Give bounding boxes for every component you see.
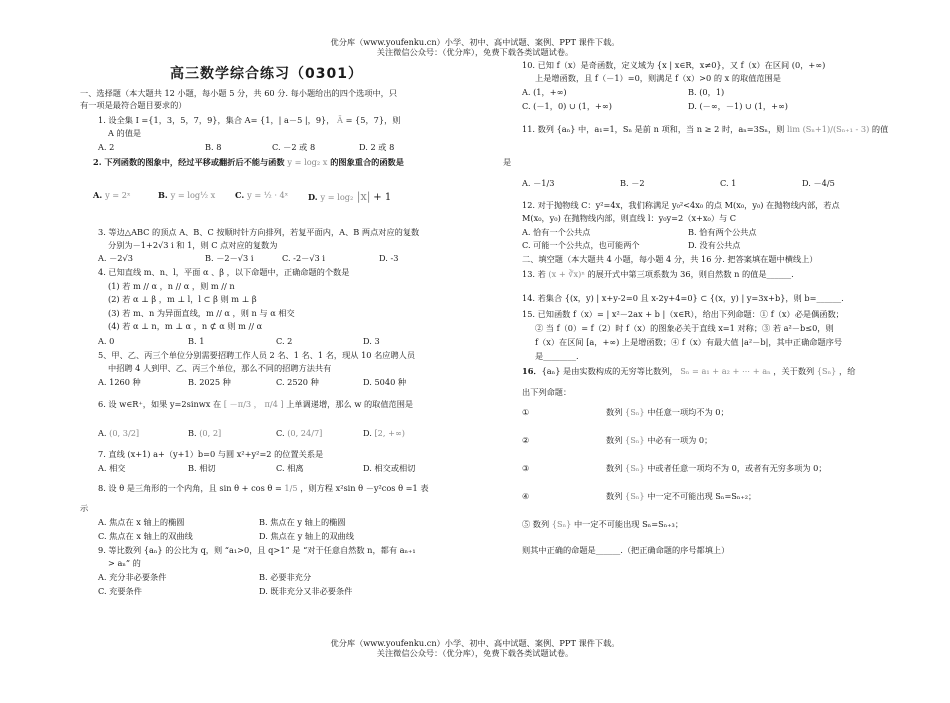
q15-stem-2: ② 当 f（0）= f（2）时 f（x）的图象必关于直线 x=1 对称；③ 若 a²－b≤0，则 — [535, 323, 834, 333]
q12-option-a: A. 恰有一个公共点 — [522, 227, 591, 237]
q16-claim-4: 数列 {Sₙ} 中一定不可能出现 Sₙ=Sₙ₊₂； — [606, 491, 757, 501]
q10-stem-cont: 上是增函数，且 f（－1）=0，则满足 f（x）>0 的 x 的取值范围是 — [535, 73, 781, 83]
q12-stem-cont: M(x₀，y₀) 在抛物线内部，则直线 l：y₀y=2（x+x₀）与 C — [522, 213, 737, 223]
q2-option-b: B. y = log½ x — [158, 190, 216, 200]
q16-claim-3-num: ③ — [522, 463, 530, 473]
q11-option-c: C. 1 — [720, 178, 737, 188]
q9-option-b: B. 必要非充分 — [259, 572, 312, 582]
q3-option-a: A. －2√3 — [98, 253, 133, 263]
q9-option-d: D. 既非充分又非必要条件 — [259, 586, 353, 596]
q15-stem-3: f（x）在区间 [a，+∞) 上是增函数；④ f（x）有最大值 |a²－b|，其中正确命题序号 — [535, 337, 843, 347]
q9-option-c: C. 充要条件 — [98, 586, 142, 596]
q7-option-d: D. 相交或相切 — [363, 463, 416, 473]
q8-option-c: C. 焦点在 x 轴上的双曲线 — [98, 531, 193, 541]
q16-claim-1: 数列 {Sₙ} 中任意一项均不为 0； — [606, 407, 729, 417]
q1-option-c: C. －2 或 8 — [272, 142, 316, 152]
q5-stem: 5、甲、乙、丙三个单位分别需要招聘工作人员 2 名、1 名、1 名，现从 10 名应聘人员 — [98, 350, 416, 360]
q4-proposition-2: (2) 若 α ⊥ β ，m ⊥ l，l ⊂ β 则 m ⊥ β — [108, 294, 257, 304]
q16-claim-3: 数列 {Sₙ} 中或者任意一项均不为 0，或者有无穷多项为 0； — [606, 463, 827, 473]
q9-stem: 9. 等比数列 {aₙ} 的公比为 q，则 “a₁>0，且 q>1” 是 “对于任意自然数 n，都有 aₙ₊₁ — [98, 545, 416, 555]
q2-option-c: C. y = ½ · 4ˣ — [235, 190, 289, 200]
q4-option-c: C. 2 — [276, 336, 293, 346]
q9-stem-cont: > aₙ” 的 — [108, 558, 141, 568]
q11-option-d: D. －4/5 — [802, 178, 835, 188]
q9-option-a: A. 充分非必要条件 — [98, 572, 167, 582]
q1-stem: 1. 设全集 I ={1，3，5，7，9}，集合 A= {1，| a－5 |，9}， Ā = {5，7}，则 — [98, 115, 401, 125]
q4-stem: 4. 已知直线 m、n、l，平面 α 、β ，以下命题中，正确命题的个数是 — [98, 267, 350, 277]
q4-option-b: B. 1 — [188, 336, 205, 346]
complement-a-symbol: Ā — [337, 115, 343, 125]
q11-stem-cont: 是 — [503, 157, 512, 167]
q3-stem: 3. 等边△ABC 的顶点 A、B、C 按顺时针方向排列，若复平面内，A、B 两点对应的复数 — [98, 227, 420, 237]
q4-option-d: D. 3 — [363, 336, 380, 346]
q5-stem-cont: 中招聘 4 人到甲、乙、丙三个单位，那么不同的招聘方法共有 — [108, 363, 332, 373]
q2-option-a: A. y = 2ˣ — [93, 190, 131, 200]
q14-stem: 14. 若集合 {(x，y) | x+y-2=0 且 x-2y+4=0} ⊂ {(x，y) | y=3x+b}，则 b=______. — [522, 293, 844, 303]
page-footer-line1: 优分库（www.youfenku.cn）小学、初中、高中试题、案例、PPT 课件下载。 — [330, 638, 620, 648]
q8-option-d: D. 焦点在 y 轴上的双曲线 — [259, 531, 354, 541]
q7-option-a: A. 相交 — [98, 463, 126, 473]
q11-option-a: A. －1/3 — [522, 178, 555, 188]
page-header-line1: 优分库（www.youfenku.cn）小学、初中、高中试题、案例、PPT 课件下载。 — [330, 37, 620, 47]
q10-option-b: B. (0，1) — [688, 87, 725, 97]
q12-option-b: B. 恰有两个公共点 — [688, 227, 757, 237]
q8-option-b: B. 焦点在 y 轴上的椭圆 — [259, 517, 346, 527]
q5-option-c: C. 2520 种 — [276, 377, 319, 387]
q16-answer-prompt: 则其中正确的命题是______.（把正确命题的序号都填上） — [522, 545, 730, 555]
q4-proposition-1: (1) 若 m // α ，n // α ，则 m // n — [108, 281, 235, 291]
q6-option-c: C. (0, 24/7] — [276, 428, 323, 438]
q3-option-c: C. -2－√3 i — [282, 253, 325, 263]
q6-option-d: D. [2, +∞) — [363, 428, 405, 438]
q1-option-a: A. 2 — [98, 142, 115, 152]
q12-stem: 12. 对于抛物线 C：y²=4x，我们称满足 y₀²<4x₀ 的点 M(x₀，y₀) 在抛物线内部，若点 — [522, 200, 840, 210]
q2-stem: 2. 下列函数的图象中，经过平移或翻折后不能与函数 y = log₂ x 的图象重合的函数是 — [93, 157, 404, 167]
q7-option-c: C. 相离 — [276, 463, 304, 473]
q8-stem: 8. 设 θ 是三角形的一个内角，且 sin θ + cos θ = 1/5 ，则方程 x²sin θ －y²cos θ =1 表 — [98, 483, 429, 493]
q3-stem-cont: 分别为－1+2√3 i 和 1，则 C 点对应的复数为 — [108, 240, 278, 250]
q8-option-a: A. 焦点在 x 轴上的椭圆 — [98, 517, 185, 527]
q10-option-a: A. (1，+∞) — [522, 87, 567, 97]
q12-option-c: C. 可能一个公共点，也可能两个 — [522, 240, 640, 250]
q1-stem-cont: A 的值是 — [108, 128, 142, 138]
q5-option-b: B. 2025 种 — [188, 377, 231, 387]
q16-claim-4-num: ④ — [522, 491, 530, 501]
q10-option-d: D. (－∞，－1) ∪ (1，+∞) — [688, 101, 788, 111]
q4-proposition-3: (3) 若 m、n 为异面直线，m // α ，则 n 与 α 相交 — [108, 308, 295, 318]
q16-stem-cont: 出下列命题： — [522, 387, 572, 397]
q1-option-d: D. 2 或 8 — [359, 142, 395, 152]
q11-stem: 11. 数列 {aₙ} 中，a₁=1，Sₙ 是前 n 项和，当 n ≥ 2 时，aₙ=3Sₙ，则 lim (Sₙ+1)/(Sₙ₊₁ - 3) 的值 — [522, 124, 889, 134]
q3-option-b: B. －2－√3 i — [205, 253, 254, 263]
q2-option-d: D. y = log₂ |x| + 1 — [308, 190, 392, 203]
section1-intro-cont: 有一项是最符合题目要求的） — [80, 100, 187, 110]
q4-proposition-4: (4) 若 α ⊥ n，m ⊥ α ，n ⊄ α 则 m // α — [108, 321, 263, 331]
q10-option-c: C. (－1，0) ∪ (1，+∞) — [522, 101, 612, 111]
q16-claim-5: ⑤ 数列 {Sₙ} 中一定不可能出现 Sₙ=Sₙ₊₃； — [522, 519, 684, 529]
page-title: 高三数学综合练习（0301） — [170, 66, 363, 82]
page-footer-line2: 关注微信公众号：（优分库），免费下载各类试题试卷。 — [376, 648, 574, 658]
section1-intro: 一、选择题（本大题共 12 小题，每小题 5 分，共 60 分. 每小题给出的四个选项中，只 — [80, 88, 398, 98]
q5-option-a: A. 1260 种 — [98, 377, 141, 387]
q6-option-b: B. (0, 2] — [188, 428, 222, 438]
q3-option-d: D. -3 — [379, 253, 399, 263]
q10-stem: 10. 已知 f（x）是奇函数，定义域为 {x | x∈R，x≠0}，又 f（x）在区间 (0，+∞) — [522, 60, 826, 70]
q15-stem: 15. 已知函数 f（x）= | x²－2ax + b |（x∈R），给出下列命题：① f（x）必是偶函数； — [522, 309, 844, 319]
q11-option-b: B. －2 — [620, 178, 645, 188]
q16-claim-2-num: ② — [522, 435, 530, 445]
q6-stem: 6. 设 w∈R⁺，如果 y=2sinwx 在 [ －π/3 ， π/4 ] 上单调递增，那么 w 的取值范围是 — [98, 399, 414, 409]
q1-option-b: B. 8 — [205, 142, 222, 152]
q12-option-d: D. 没有公共点 — [688, 240, 741, 250]
q7-stem: 7. 直线 (x+1) a+（y+1）b=0 与圆 x²+y²=2 的位置关系是 — [98, 449, 324, 459]
page-header-line2: 关注微信公众号：（优分库），免费下载各类试题试卷。 — [376, 47, 574, 57]
section2-intro: 二、填空题（本大题共 4 小题，每小题 4 分，共 16 分. 把答案填在题中横线上） — [522, 254, 818, 264]
q15-stem-4: 是________. — [535, 351, 579, 361]
q8-stem-cont: 示 — [80, 503, 89, 513]
q7-option-b: B. 相切 — [188, 463, 216, 473]
q5-option-d: D. 5040 种 — [363, 377, 407, 387]
q13-stem: 13. 若 (x + ∛x)ⁿ 的展开式中第三项系数为 36，则自然数 n 的值是______. — [522, 269, 794, 279]
q4-option-a: A. 0 — [98, 336, 115, 346]
q6-option-a: A. (0, 3/2] — [98, 428, 140, 438]
q16-claim-1-num: ① — [522, 407, 530, 417]
q16-stem: 16．{aₙ} 是由实数构成的无穷等比数列， Sₙ = a₁ + a₂ + ⋯ + aₙ ，关于数列 {Sₙ} ，给 — [522, 366, 856, 376]
q16-claim-2: 数列 {Sₙ} 中必有一项为 0； — [606, 435, 713, 445]
